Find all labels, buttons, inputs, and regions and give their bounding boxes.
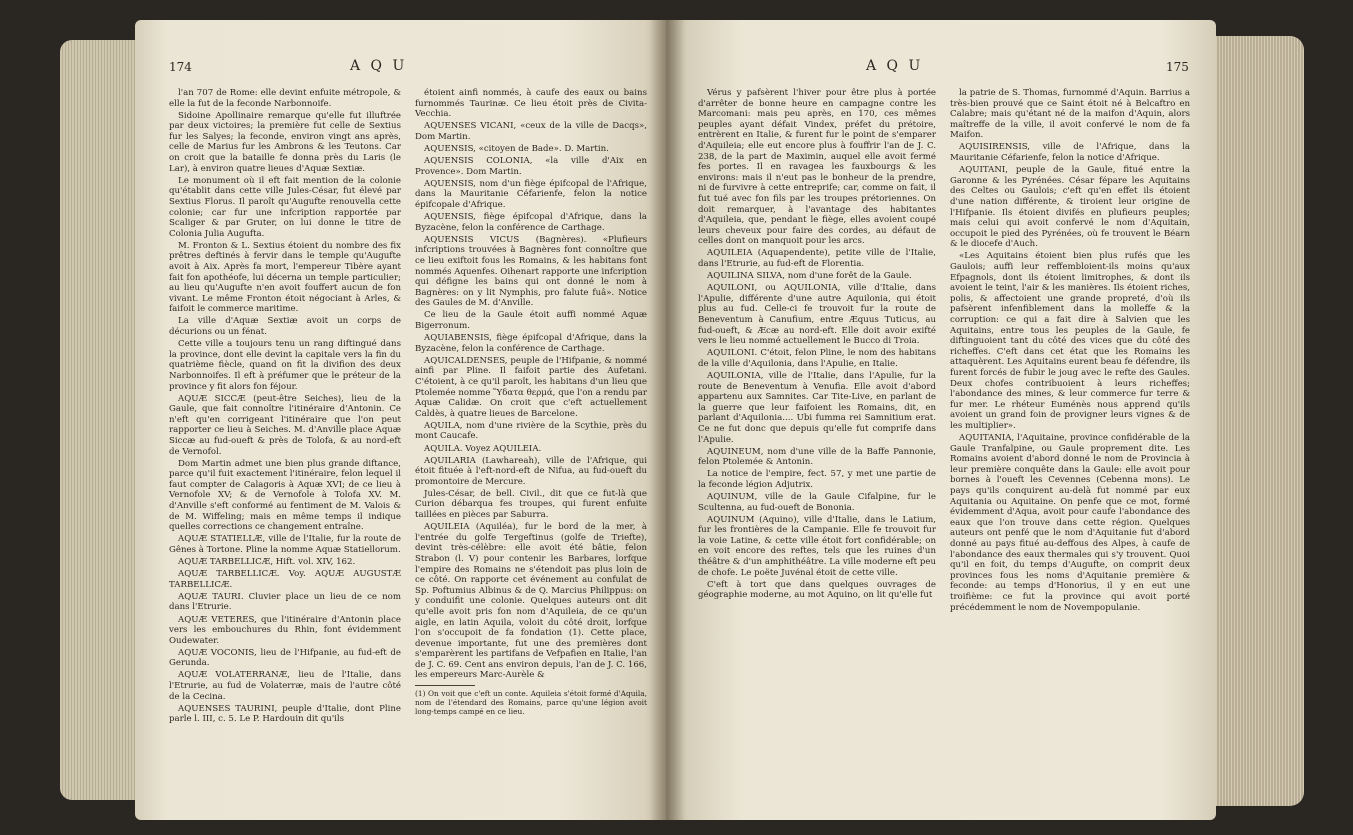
paragraph: la patrie de S. Thomas, furnommé d'Aquin. Barrius a très-bien prouvé que ce Saint étoit né à Belcaftro en Calabre; mais qu'étant né de la maifon d'Aquin, alors maîtreffe de la ville, il avoit confervé le nom de fa Maifon. xyxy=(950,88,1190,141)
paragraph: Jules-César, de bell. Civil., dit que ce fut-là que Curion débarqua fes troupes, qui furent enfuite taillées en pièces par Saburra. xyxy=(415,488,647,521)
paragraph: AQUILARIA (Lawhareah), ville de l'Afrique, qui étoit fituée à l'eft-nord-eft de Nifua, au fud-oueft du promontoire de Mercure. xyxy=(415,455,647,487)
paragraph: AQUÆ VETERES, que l'itinéraire d'Antonin place vers les embouchures du Rhin, font évidemment Oudewater. xyxy=(169,614,401,646)
paragraph: Dom Martin admet une bien plus grande diftance, parce qu'il fuit exactement l'itinéraire, felon lequel il faut compter de Calagoris à Aquæ XVI; de ce lieu à Vernofole XV; & de Vernofole à Tolofa XV. M. d'Anville s'eft conformé au fentiment de M. Valois & de M. Wiffeling; mais en même temps il indique quelles corrections ce changement entraîne. xyxy=(169,458,401,533)
paragraph: AQUÆ STATIELLÆ, ville de l'Italie, fur la route de Gênes à Tortone. Pline la nomme Aquæ Statiellorum. xyxy=(169,534,401,555)
paragraph: C'eft à tort que dans quelques ouvrages de géographie moderne, au mot Aquino, on lit qu'elle fut xyxy=(698,579,936,601)
paragraph: AQUENSIS, «citoyen de Bade». D. Martin. xyxy=(424,143,609,154)
right-page xyxy=(666,20,1216,820)
paragraph: AQUITANI, peuple de la Gaule, fitué entre la Garonne & les Pyrénées. César fépare les Aquitains des Celtes ou Gaulois; c'eft qu'en effet ils étoient d'une nation différente, & tiroient leur origine de l'Hifpanie. Ils étoient divifés en plufieurs peuples; mais celui qui avoit confervé le nom d'Aquitain, occupoit le pied des Pyrénées, où fe trouvent le Béarn & le diocefe d'Auch. xyxy=(950,165,1190,250)
paragraph: Le monument où il eft fait mention de la colonie qu'établit dans cette ville Jules-César, fut élevé par Sextius Florus. Il paroît qu'Augufte renouvella cette colonie; car fur une infcription rapportée par Scaliger & par Gruter, on lui donne le titre de Colonia Julia Augufta. xyxy=(169,175,401,239)
paragraph: AQUÆ TAURI. Cluvier place un lieu de ce nom dans l'Etrurie. xyxy=(169,591,401,613)
paragraph: AQUÆ VOLATERRANÆ, lieu de l'Italie, dans l'Etrurie, au fud de Volaterræ, mais de l'autre côté de la Cecina. xyxy=(169,670,401,702)
left-page xyxy=(135,20,666,820)
paragraph: AQUILA. Voyez AQUILEIA. xyxy=(424,443,542,454)
paragraph: AQUINEUM, nom d'une ville de la Baffe Pannonie, felon Ptolemée & Antonin. xyxy=(698,446,936,468)
paragraph: La notice de l'empire, fect. 57, y met une partie de la feconde légion Adjutrix. xyxy=(698,469,936,490)
paragraph: AQUISIRENSIS, ville de l'Afrique, dans la Mauritanie Céfarienfe, felon la notice d'Afrique. xyxy=(950,142,1190,164)
right-column-1 xyxy=(698,88,936,602)
paragraph: AQUÆ SICCÆ (peut-être Seiches), lieu de la Gaule, que fait connoître l'itinéraire d'Antonin. Ce n'eft qu'en corrigeant l'itinéraire que l'on peut rapporter ce lieu à Seiches. M. d'Anville place Aquæ Siccæ au fud-oueft & près de Tolofa, & au nord-eft de Vernofol. xyxy=(169,393,401,457)
left-page-number: 174 xyxy=(169,60,192,74)
paragraph: AQUILA, nom d'une rivière de la Scythie, près du mont Caucafe. xyxy=(415,420,647,442)
paragraph: AQUÆ TARBELLICÆ, Hift. vol. XIV, 162. xyxy=(178,557,356,568)
paragraph: AQUENSIS COLONIA, «la ville d'Aix en Provence». Dom Martin. xyxy=(415,156,647,177)
paragraph: AQUENSIS, fiège épifcopal d'Afrique, dans la Byzacène, felon la conférence de Carthage. xyxy=(415,212,647,233)
paragraph: Sidoine Apollinaire remarque qu'elle fut illuftrée par deux victoires; la première fut celle de Sextius fur les Salyes; la feconde, environ vingt ans après, celle de Marius fur les Ambrons & les Teutons. Car on croit que la bataille fe donna près du Laris (le Lar), à environ quatre lieues d'Aquæ Sextiæ. xyxy=(169,110,401,174)
paragraph: AQUILONI. C'étoit, felon Pline, le nom des habitans de la ville d'Aquilonia, dans l'Apulie, en Italie. xyxy=(698,348,936,369)
left-column-2 xyxy=(415,88,647,716)
left-running-head: A Q U xyxy=(350,58,408,74)
book-gutter xyxy=(650,20,684,820)
paragraph: AQUILONIA, ville de l'Italie, dans l'Apulie, fur la route de Beneventum à Venufia. Elle avoit d'abord appartenu aux Samnites. Car Tite-Live, en parlant de la guerre que leur faifoient les Romains, dit, en parlant d'Aquilonia.... Ubi fumma rei Samnitium erat. Ce ne fut donc que depuis qu'elle fut comprife dans l'Apulie. xyxy=(698,370,936,445)
right-running-head: A Q U xyxy=(866,58,924,74)
paragraph: Cette ville a toujours tenu un rang diftingué dans la province, dont elle devint la capitale vers la fin du quatrième fiècle, quand on fit la divifion des deux Narbonnoifes. Il eft à préfumer que le préteur de la province y fit alors fon féjour. xyxy=(169,339,401,392)
paragraph: Vérus y pafsèrent l'hiver pour être plus à portée d'arrêter de bonne heure en campagne contre les Marcomani: mais peu après, en 170, ces mêmes peuples ayant défait Vindex, préfet du prétoire, entrèrent en Italie, & furent fur le point de s'emparer d'Aquileia; elle eut encore plus à fouffrir l'an de J. C. 238, de la part de Maximin, auquel elle avoit fermé fes portes. Il en ravagea les fauxbourgs & les environs: mais il n'eut pas le bonheur de la prendre, ni de furvivre à cette entreprife; car, comme on fait, il fut tué avec fon fils par les troupes prétoriennes. On doit remarquer, à l'avantage des habitantes d'Aquileia, que, pendant le fiège, elles avoient coupé leurs cheveux pour faire des cordes, au défaut de celles dont on manquoit pour les arcs. xyxy=(698,88,936,247)
paragraph: «Les Aquitains étoient bien plus rufés que les Gaulois; auffi leur reffembloient-ils moins qu'aux Efpagnols, dont ils étoient limitrophes, & dont ils avoient le teint, l'air & les manières. Ils étoient riches, polis, & affectoient une grande propreté, d'où ils pafsèrent infenfiblement dans la molleffe & la corruption: ce qui a fait dire à Salvien que les Aquitains, entre tous les peuples de la Gaule, fe diftinguoient tant du côté des vices que du côté des richeffes. C'eft dans cet état que les Romains les attaquèrent. Les Aquitains eurent beau fe défendre, ils furent forcés de fubir le joug avec le refte des Gaules. Deux chofes contribuoient à leurs richeffes; l'abondance des mines, & leur commerce fur terre & fur mer. Le rhéteur Euménès nous apprend qu'ils avoient un grand foin de provigner leurs vignes & de les multiplier». xyxy=(950,251,1190,431)
paragraph: AQUILONI, ou AQUILONIA, ville d'Italie, dans l'Apulie, différente d'une autre Aquilonia, qui étoit plus au fud. Celle-ci fe trouvoit fur la route de Beneventum à Canufium, entre Æquus Tuticus, au fud-oueft, & Æcæ au nord-eft. Elle doit avoir exifté vers le lieu nommé actuellement le Bucco di Troia. xyxy=(698,283,936,347)
page-edges-left xyxy=(60,40,138,800)
page-edges-right xyxy=(1214,36,1304,806)
paragraph: AQUITANIA, l'Aquitaine, province confidérable de la Gaule Tranfalpine, ou Gaule proprement dite. Les Romains avoient d'abord donné le nom de Provincia à leur première conquête dans la Gaule: elle avoit pour bornes à l'oueft les Cevennes (Cebenna mons). Le pays qu'ils conquirent au-delà fut nommé par eux Aquitania ou Aquitaine. On penfe que ce mot, formé évidemment d'Aqua, avoit pour caufe l'abondance des eaux que l'on trouve dans cette région. Quelques auteurs ont penfé que le nom d'Aquitanie fut d'abord donné au pays fitué au-deffous des Alpes, à caufe de l'abondance des eaux thermales qui s'y trouvent. Quoi qu'il en foit, du temps d'Augufte, on comprit deux provinces fous les noms d'Aquitanie première & feconde: au temps d'Honorius, il y en eut une troifième: ce fut la province qui avoit porté précédemment le nom de Novempopulanie. xyxy=(950,433,1190,613)
footnote-rule xyxy=(415,685,475,686)
paragraph: AQUILINA SILVA, nom d'une forêt de la Gaule. xyxy=(707,271,912,282)
paragraph: Ce lieu de la Gaule étoit auffi nommé Aquæ Bigerronum. xyxy=(415,310,647,331)
paragraph: AQUÆ TARBELLICÆ. Voy. AQUÆ AUGUSTÆ TARBELLICÆ. xyxy=(169,569,401,590)
paragraph: AQUENSIS VICUS (Bagnères). «Plufieurs infcriptions trouvées à Bagnères font connoître que ce lieu exiftoit fous les Romains, & les habitans font nommés Aquenfes. Oihenart rapporte une infcription qui défigne les bains qui ont donné le nom à Bagnères: on y lit Nymphis, pro falute fuâ». Notice des Gaules de M. d'Anville. xyxy=(415,234,647,309)
paragraph: AQUILEIA (Aquapendente), petite ville de l'Italie, dans l'Etrurie, au fud-eft de Florentia. xyxy=(698,248,936,269)
paragraph: AQUINUM, ville de la Gaule Cifalpine, fur le Scultenna, au fud-oueft de Bononia. xyxy=(698,491,936,513)
paragraph: étoient ainfi nommés, à caufe des eaux ou bains furnommés Taurinæ. Ce lieu étoit près de Civita-Vecchia. xyxy=(415,88,647,120)
paragraph: AQUIABENSIS, fiège épifcopal d'Afrique, dans la Byzacène, felon la conférence de Carthage. xyxy=(415,333,647,354)
paragraph: AQUÆ VOCONIS, lieu de l'Hifpanie, au fud-eft de Gerunda. xyxy=(169,647,401,669)
paragraph: La ville d'Aquæ Sextiæ avoit un corps de décurions ou un fénat. xyxy=(169,316,401,338)
paragraph: AQUENSES VICANI, «ceux de la ville de Dacqs», Dom Martin. xyxy=(415,121,647,142)
paragraph: AQUINUM (Aquino), ville d'Italie, dans le Latium, fur les frontières de la Campanie. Elle fe trouvoit fur la voie Latine, & cette ville étoit fort confidérable; on en voit encore des reftes, tels que les ruines d'un théâtre & d'un amphithéâtre. La ville moderne eft peu de chofe. Le poëte Juvénal étoit de cette ville. xyxy=(698,514,936,578)
left-column-1 xyxy=(169,88,401,726)
right-page-number: 175 xyxy=(1166,60,1189,74)
paragraph: M. Fronton & L. Sextius étoient du nombre des fix prêtres deftinés à fervir dans le temple qu'Augufte avoit à Aix. Après fa mort, l'empereur Tibère ayant fait fon apothéofe, lui décerna un temple particulier; au lieu qu'Augufte n'en avoit fouffert aucun de fon vivant. Le même Fronton étoit négociant à Arles, & faifoit le commerce maritime. xyxy=(169,240,401,315)
paragraph: AQUENSES TAURINI, peuple d'Italie, dont Pline parle l. III, c. 5. Le P. Hardouin dit qu'ils xyxy=(169,703,401,725)
footnote: (1) On voit que c'eft un conte. Aquileia s'étoit formé d'Aquila, nom de l'étendard des Romains, parce qu'une légion avoit long-temps campé en ce lieu. xyxy=(415,689,647,717)
paragraph: AQUENSIS, nom d'un fiège épifcopal de l'Afrique, dans la Mauritanie Céfarienfe, felon la notice épifcopale d'Afrique. xyxy=(415,178,647,210)
paragraph: AQUICALDENSES, peuple de l'Hifpanie, & nommé ainfi par Pline. Il faifoit partie des Aufetani. C'étoient, à ce qu'il paroît, les habitans d'un lieu que Ptolemée nomme Ὕδατα θερμά, que l'on a rendu par Aquæ Calidæ. On croit que c'eft actuellement Caldès, à quatre lieues de Barcelone. xyxy=(415,355,647,419)
paragraph: l'an 707 de Rome: elle devint enfuite métropole, & elle la fut de la feconde Narbonnoife. xyxy=(169,88,401,109)
paragraph: AQUILEIA (Aquiléa), fur le bord de la mer, à l'entrée du golfe Tergeftinus (golfe de Triefte), devint très-célèbre: elle avoit été bâtie, felon Strabon (l. V) pour contenir les Barbares, lorfque l'empire des Romains ne s'étendoit pas plus loin de ce côté. On rapporte cet événement au confulat de Sp. Poftumius Albinus & de Q. Marcius Philippus: on y conduifit une colonie. Quelques auteurs ont dit qu'elle avoit pris fon nom d'Aquileia, de ce qu'un aigle, en latin Aquila, voloit du côté droit, lorfque l'on s'occupoit de fa fondation (1). Cette place, devenue importante, fut une des premières dont s'emparèrent les partifans de Vefpafien en Italie, l'an de J. C. 69. Cent ans environ depuis, l'an de J. C. 166, les empereurs Marc-Aurèle & xyxy=(415,522,647,681)
right-column-2 xyxy=(950,88,1190,615)
